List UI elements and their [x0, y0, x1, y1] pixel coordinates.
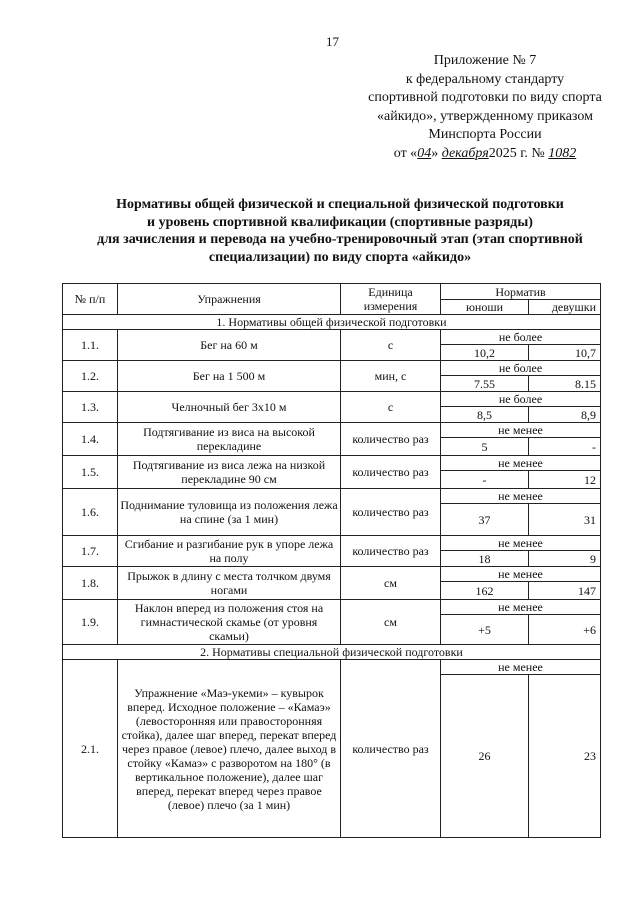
row-number: 1.4.	[63, 423, 118, 456]
boys-value: 37	[441, 504, 529, 536]
section-title: 1. Нормативы общей физической подготовки	[63, 315, 601, 330]
unit: с	[341, 330, 441, 361]
exercise-name: Упражнение «Маэ-укеми» – кувырок вперед. Исходное положение – «Камаэ» (левосторонняя или правосторонняя стойка), далее шаг вперед, перекат вперед через правое (левое) плечо, далее выход в стойку «Камаэ» с разворотом на 180° (в вертикальное положение), далее шаг вперед, перекат вперед через правое (левое) плечо (за 1 мин)	[118, 660, 341, 838]
unit: количество раз	[341, 489, 441, 536]
limit-label: не более	[441, 392, 601, 407]
girls-value: 147	[529, 582, 601, 600]
girls-value: 9	[529, 551, 601, 567]
date-prefix: от «	[393, 145, 418, 161]
table-row	[63, 567, 601, 582]
girls-value: 8.15	[529, 376, 601, 392]
exercise-name: Прыжок в длину с места толчком двумя ногами	[118, 567, 341, 600]
girls-value: 23	[529, 675, 601, 838]
order-date-line	[350, 145, 620, 164]
table-row	[63, 456, 601, 471]
exercise-name: Подтягивание из виса лежа на низкой перекладине 90 см	[118, 456, 341, 489]
girls-value: 31	[529, 504, 601, 536]
row-number: 1.5.	[63, 456, 118, 489]
title-line: и уровень спортивной квалификации (спортивные разряды)	[147, 214, 533, 230]
exercise-name: Челночный бег 3х10 м	[118, 392, 341, 423]
table-row	[63, 423, 601, 438]
title-line: для зачисления и перевода на учебно-тренировочный этап (этап спортивной	[97, 232, 583, 247]
boys-value: +5	[441, 615, 529, 645]
table-row	[63, 600, 601, 615]
appendix-line: к федеральному стандарту	[405, 71, 565, 87]
section-title: 2. Нормативы специальной физической подготовки	[63, 645, 601, 660]
header-norm: Норматив	[441, 284, 601, 300]
page-number: 17	[326, 34, 339, 49]
boys-value: 162	[441, 582, 529, 600]
limit-label: не менее	[441, 660, 601, 675]
table-row	[63, 660, 601, 675]
appendix-header	[350, 52, 620, 163]
exercise-name: Бег на 1 500 м	[118, 361, 341, 392]
limit-label: не менее	[441, 567, 601, 582]
exercise-name: Бег на 60 м	[118, 330, 341, 361]
boys-value: -	[441, 471, 529, 489]
appendix-line: «айкидо», утвержденному приказом	[377, 108, 593, 124]
unit: количество раз	[341, 660, 441, 838]
row-number: 1.1.	[63, 330, 118, 361]
document-title	[60, 196, 620, 266]
table-row	[63, 392, 601, 407]
handwritten-order-number: 1082	[548, 145, 577, 161]
appendix-line: спортивной подготовки по виду спорта	[368, 90, 602, 105]
table-row	[63, 489, 601, 504]
row-number: 2.1.	[63, 660, 118, 838]
date-mid: »	[431, 145, 439, 161]
boys-value: 18	[441, 551, 529, 567]
year-text: 2025 г. №	[488, 145, 545, 161]
limit-label: не менее	[441, 489, 601, 504]
limit-label: не менее	[441, 600, 601, 615]
unit: мин, с	[341, 361, 441, 392]
girls-value: 10,7	[529, 345, 601, 361]
unit: количество раз	[341, 423, 441, 456]
exercise-name: Наклон вперед из положения стоя на гимнастической скамье (от уровня скамьи)	[118, 600, 341, 645]
header-exercise: Упражнения	[118, 284, 341, 315]
row-number: 1.9.	[63, 600, 118, 645]
boys-value: 7.55	[441, 376, 529, 392]
table-row	[63, 361, 601, 376]
header-girls: девушки	[529, 300, 601, 315]
table-row	[63, 536, 601, 551]
limit-label: не более	[441, 361, 601, 376]
row-number: 1.2.	[63, 361, 118, 392]
limit-label: не менее	[441, 536, 601, 551]
unit: с	[341, 392, 441, 423]
header-num: № п/п	[63, 284, 118, 315]
header-unit: Единица измерения	[341, 284, 441, 315]
title-line: специализации) по виду спорта «айкидо»	[208, 249, 472, 265]
header-boys: юноши	[441, 300, 529, 315]
unit: см	[341, 600, 441, 645]
handwritten-month: декабря	[441, 145, 489, 161]
girls-value: +6	[529, 615, 601, 645]
boys-value: 26	[441, 675, 529, 838]
exercise-name: Сгибание и разгибание рук в упоре лежа на полу	[118, 536, 341, 567]
handwritten-day: 04	[417, 145, 432, 161]
unit: количество раз	[341, 536, 441, 567]
boys-value: 8,5	[441, 407, 529, 423]
row-number: 1.7.	[63, 536, 118, 567]
girls-value: 12	[529, 471, 601, 489]
boys-value: 5	[441, 438, 529, 456]
standards-table	[62, 283, 601, 838]
title-line: Нормативы общей физической и специальной физической подготовки	[116, 197, 564, 212]
girls-value: -	[529, 438, 601, 456]
boys-value: 10,2	[441, 345, 529, 361]
row-number: 1.3.	[63, 392, 118, 423]
row-number: 1.8.	[63, 567, 118, 600]
girls-value: 8,9	[529, 407, 601, 423]
row-number: 1.6.	[63, 489, 118, 536]
appendix-line: Приложение № 7	[433, 53, 537, 68]
appendix-line: Минспорта России	[428, 127, 542, 142]
unit: количество раз	[341, 456, 441, 489]
exercise-name: Поднимание туловища из положения лежа на спине (за 1 мин)	[118, 489, 341, 536]
limit-label: не более	[441, 330, 601, 345]
unit: см	[341, 567, 441, 600]
exercise-name: Подтягивание из виса на высокой перекладине	[118, 423, 341, 456]
limit-label: не менее	[441, 423, 601, 438]
table-row	[63, 330, 601, 345]
limit-label: не менее	[441, 456, 601, 471]
